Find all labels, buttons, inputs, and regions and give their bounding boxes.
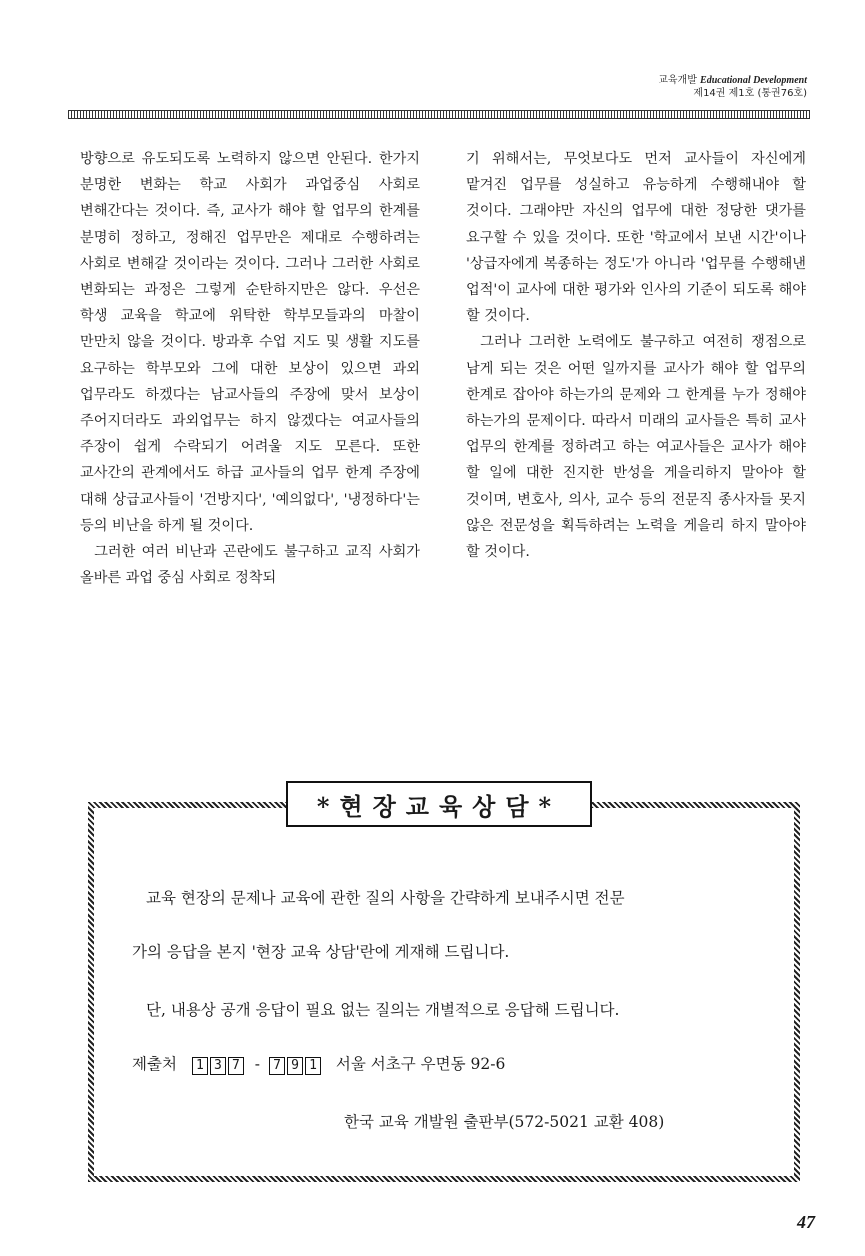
postal-code	[192, 1055, 328, 1073]
postal-dash: -	[254, 1055, 261, 1073]
publisher-contact: 한국 교육 개발원 출판부(572-5021 교환 408)	[344, 1113, 665, 1131]
postal-digit: 9	[287, 1057, 303, 1075]
postal-digit: 7	[269, 1057, 285, 1075]
running-header	[658, 74, 807, 100]
paragraph: 그러한 여러 비난과 곤란에도 불구하고 교직 사회가 올바른 과업 중심 사회로 정착되	[80, 544, 420, 587]
postal-digit: 3	[210, 1057, 226, 1075]
submission-address	[132, 1054, 505, 1075]
notice-line: 단, 내용상 공개 응답이 필요 없는 질의는 개별적으로 응답해 드립니다.	[146, 1001, 620, 1019]
journal-title-english: Educational Development	[700, 75, 807, 86]
journal-title: 교육개발	[658, 75, 697, 86]
issue-info: 제14권 제1호 (통권76호)	[693, 88, 807, 99]
address-label: 제출처	[132, 1055, 177, 1073]
postal-digit: 7	[228, 1057, 244, 1075]
page-number: 47	[797, 1212, 815, 1232]
postal-digit: 1	[305, 1057, 321, 1075]
paragraph: 기 위해서는, 무엇보다도 먼저 교사들이 자신에게 맡겨진 업무를 성실하고 유능하게 수행해내야 할 것이다. 그래야만 자신의 업무에 대한 정당한 댓가를 요구할 수 있을 것이다. 또한 '학교에서 보낸 시간'이나 '상급자에게 복종하는 정도'가 아니라 '업무를 수행해낸 업적'이 교사에 대한 평가와 인사의 기준이 되도록 해야 할 것이다.	[466, 151, 806, 325]
header-divider	[68, 110, 810, 119]
article-column-right	[466, 146, 806, 565]
paragraph: 방향으로 유도되도록 노력하지 않으면 안된다. 한가지 분명한 변화는 학교 사회가 과업중심 사회로 변해간다는 것이다. 즉, 교사가 해야 할 업무의 한계를 분명히 정하고, 정해진 업무만은 제대로 수행하려는 사회로 변해갈 것이라는 것이다. 그러나 그러한 사회로 변화되는 과정은 그렇게 순탄하지만은 않다. 우선은 학생 교육을 학교에 위탁한 학부모들과의 마찰이 만만치 않을 것이다. 방과후 수업 지도 및 생활 지도를 요구하는 학부모와 그에 대한 보상이 있으면 과외 업무라도 하겠다는 남교사들의 주장에 맞서 보상이 주어지더라도 과외업무는 하지 않겠다는 여교사들의 주장이 쉽게 수락되기 어려울 지도 모른다. 또한 교사간의 관계에서도 하급 교사들의 업무 한계 주장에 대해 상급교사들이 '건방지다', '예의없다', '냉정하다'는 등의 비난을 하게 될 것이다.	[80, 151, 420, 534]
notice-title: *현장교육상담*	[286, 781, 592, 827]
postal-digit: 1	[192, 1057, 208, 1075]
notice-line: 교육 현장의 문제나 교육에 관한 질의 사항을 간략하게 보내주시면 전문	[146, 889, 625, 907]
notice-line: 가의 응답을 본지 '현장 교육 상담'란에 게재해 드립니다.	[132, 943, 510, 961]
address-text: 서울 서초구 우면동 92-6	[335, 1055, 506, 1073]
paragraph: 그러나 그러한 노력에도 불구하고 여전히 쟁점으로 남게 되는 것은 어떤 일까지를 교사가 해야 할 업무의 한계로 잡아야 하는가의 문제와 그 한계를 누가 정해야 하는가의 문제이다. 따라서 미래의 교사들은 특히 교사 업무의 한계를 정하려고 하는 여교사들은 교사가 해야 할 일에 대한 진지한 반성을 게을리하지 말아야 할 것이며, 변호사, 의사, 교수 등의 전문직 종사자들 못지 않은 전문성을 획득하려는 노력을 게을리 하지 말아야 할 것이다.	[466, 334, 806, 561]
article-column-left	[80, 146, 420, 591]
